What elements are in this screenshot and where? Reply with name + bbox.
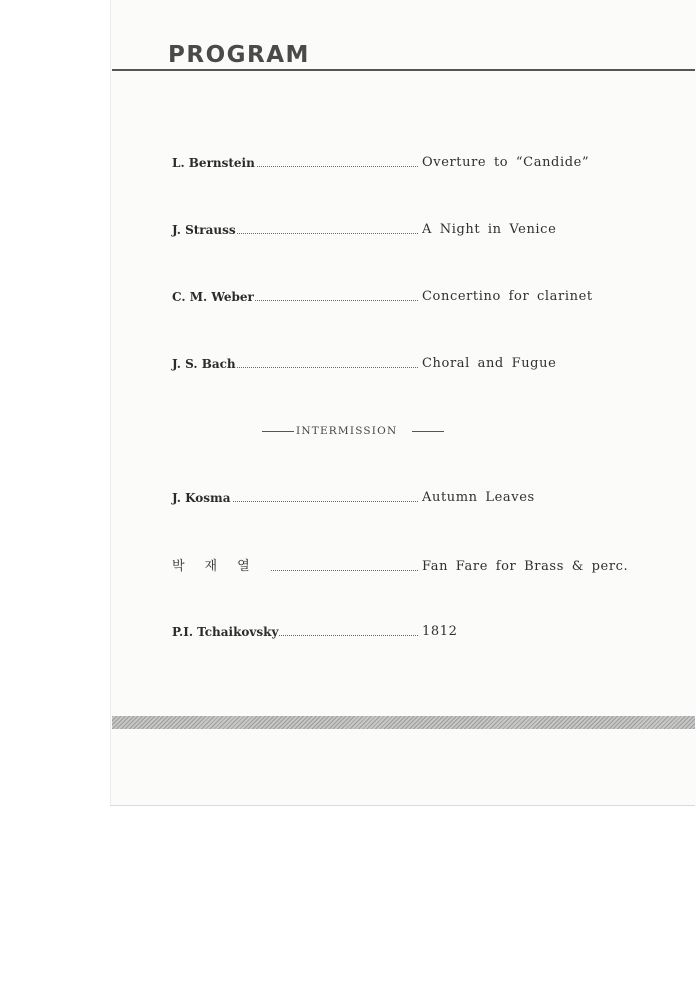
work-title: Concertino for clarinet <box>422 289 593 304</box>
composer-name: 박재열 <box>172 557 271 577</box>
composer-name: L. Bernstein <box>172 153 256 173</box>
program-item-tchaikovsky <box>172 622 642 642</box>
work-title: Autumn Leaves <box>422 490 535 505</box>
composer-name: J. S. Bach <box>172 354 237 374</box>
work-title: Fan Fare for Brass & perc. <box>422 559 629 574</box>
work-title: 1812 <box>422 624 458 639</box>
composer-name: C. M. Weber <box>172 287 255 307</box>
intermission-divider <box>262 422 444 442</box>
program-sheet <box>110 0 696 806</box>
work-title: Overture to “Candide” <box>422 155 590 170</box>
work-title: Choral and Fugue <box>422 356 557 371</box>
composer-name: J. Kosma <box>172 488 232 508</box>
program-item-park <box>172 557 642 577</box>
decorative-band <box>112 716 695 729</box>
title-rule <box>112 69 695 71</box>
program-item-strauss <box>172 220 642 240</box>
intermission-rule-right <box>412 431 444 432</box>
program-item-kosma <box>172 488 642 508</box>
intermission-label: INTERMISSION <box>296 425 398 437</box>
composer-name: P.I. Tchaikovsky <box>172 622 279 642</box>
program-item-bernstein <box>172 153 642 173</box>
program-item-weber <box>172 287 642 307</box>
program-item-bach <box>172 354 642 374</box>
page-title: PROGRAM <box>168 42 310 68</box>
work-title: A Night in Venice <box>422 222 557 237</box>
intermission-rule-left <box>262 431 294 432</box>
composer-name: J. Strauss <box>172 220 237 240</box>
sheet-bottom-edge <box>110 805 695 806</box>
